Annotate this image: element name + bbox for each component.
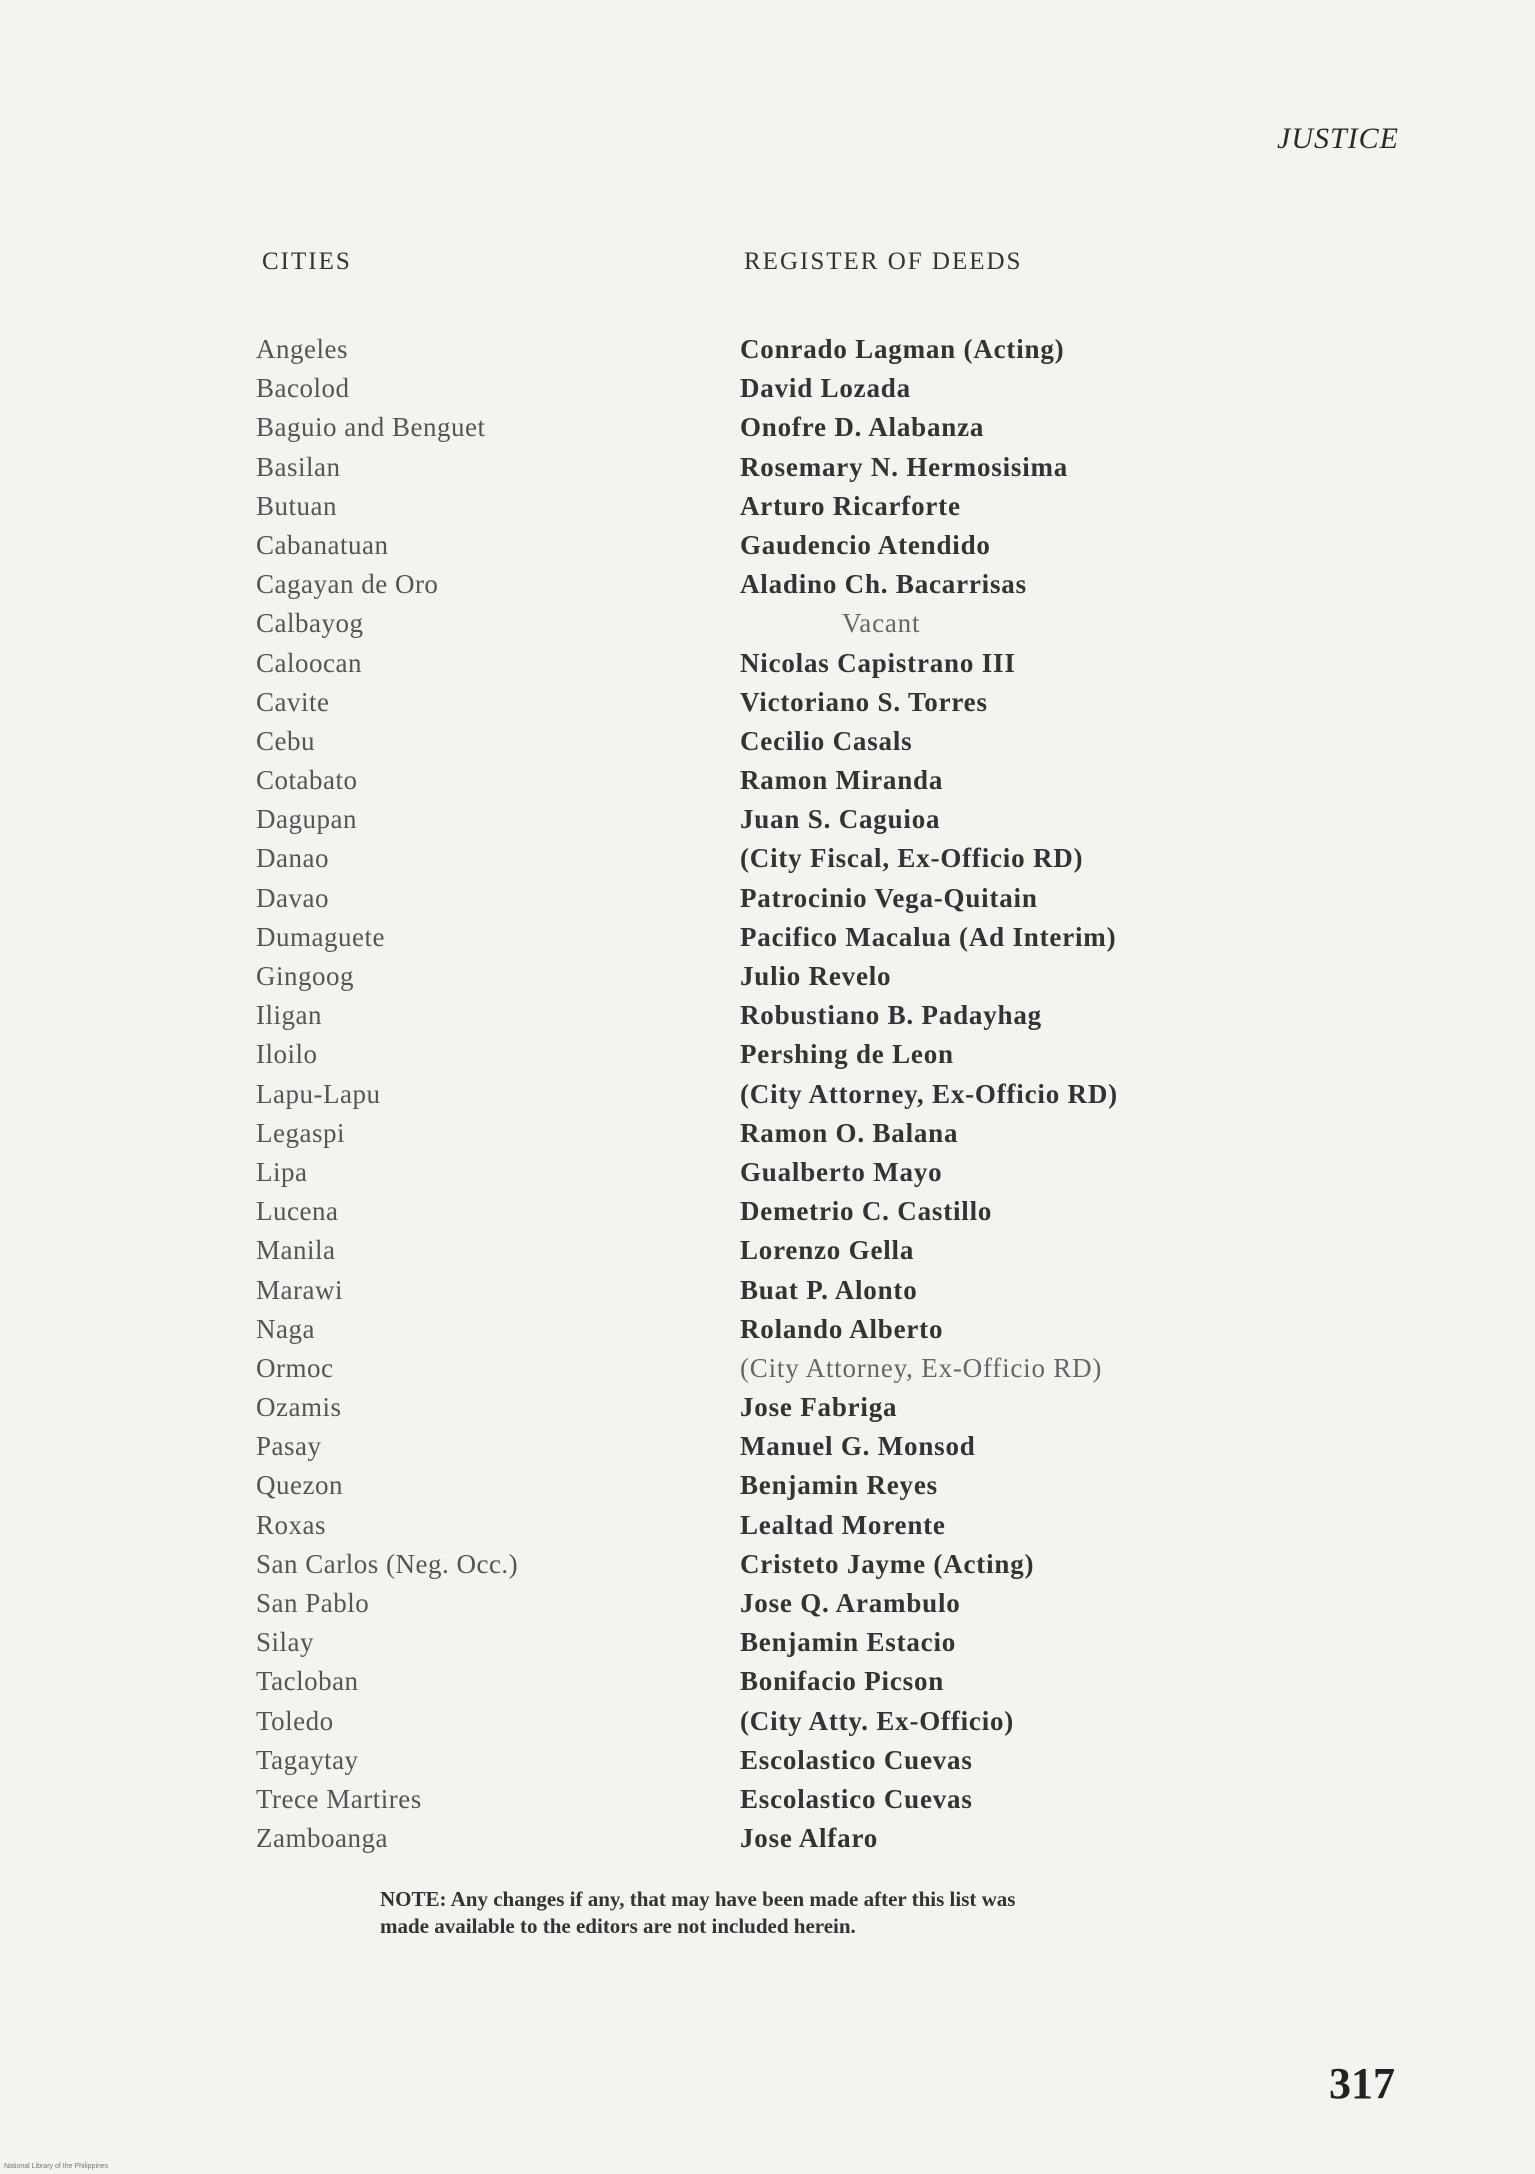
register-item: (City Fiscal, Ex-Officio RD)	[740, 843, 1084, 874]
city-item: Silay	[256, 1627, 315, 1658]
city-item: Ozamis	[256, 1392, 342, 1423]
city-item: Cavite	[256, 686, 330, 717]
city-item: Iloilo	[256, 1039, 318, 1070]
city-item: Baguio and Benguet	[256, 412, 486, 443]
city-item: San Carlos (Neg. Occ.)	[256, 1548, 519, 1579]
city-item: Basilan	[256, 451, 341, 482]
city-item: Quezon	[256, 1470, 343, 1501]
register-item: Pershing de Leon	[740, 1039, 954, 1070]
city-item: Dumaguete	[256, 921, 385, 952]
city-item: Cotabato	[256, 765, 358, 796]
city-item: Trece Martires	[256, 1783, 422, 1814]
register-item: (City Atty. Ex-Officio)	[740, 1705, 1015, 1736]
register-item: Rosemary N. Hermosisima	[740, 451, 1069, 482]
register-item: Benjamin Estacio	[740, 1627, 957, 1658]
city-item: Lipa	[256, 1156, 308, 1187]
register-item: Onofre D. Alabanza	[740, 412, 985, 443]
register-item: Jose Q. Arambulo	[740, 1588, 961, 1618]
register-item: Patrocinio Vega-Quitain	[740, 882, 1038, 913]
register-item: Escolastico Cuevas	[740, 1744, 973, 1775]
city-item: Naga	[256, 1313, 315, 1344]
section-header: JUSTICE	[1277, 122, 1399, 155]
city-item: Zamboanga	[256, 1823, 388, 1854]
city-item: Caloocan	[256, 647, 362, 678]
register-item: Julio Revelo	[740, 961, 892, 991]
register-item: Vacant	[842, 608, 921, 639]
register-item: Victoriano S. Torres	[740, 686, 988, 717]
city-item: Manila	[256, 1235, 336, 1266]
register-item: Cecilio Casals	[740, 725, 913, 756]
register-item: Demetrio C. Castillo	[740, 1196, 993, 1227]
city-item: Lapu-Lapu	[256, 1078, 381, 1109]
register-item: Jose Fabriga	[740, 1392, 898, 1423]
city-item: Tacloban	[256, 1666, 359, 1697]
cities-column-heading: CITIES	[262, 248, 352, 275]
register-list	[740, 330, 1118, 1858]
city-item: Legaspi	[256, 1117, 345, 1148]
register-item: Lealtad Morente	[740, 1509, 946, 1540]
register-item: Gualberto Mayo	[740, 1156, 943, 1187]
city-item: Danao	[256, 843, 329, 874]
register-item: Rolando Alberto	[740, 1313, 944, 1344]
page-number: 317	[1329, 2059, 1395, 2108]
city-item: Cabanatuan	[256, 529, 389, 560]
city-item: Davao	[256, 882, 329, 913]
city-item: Cagayan de Oro	[256, 569, 439, 600]
city-item: Pasay	[256, 1431, 322, 1462]
city-item: Tagaytay	[256, 1744, 359, 1775]
editor-note: NOTE: Any changes if any, that may have been made after this list was made available to the editors are not included herein.	[380, 1887, 1016, 1938]
city-item: Angeles	[256, 334, 348, 364]
city-item: Gingoog	[256, 961, 354, 991]
register-item: (City Attorney, Ex-Officio RD)	[740, 1352, 1103, 1383]
register-item: Escolastico Cuevas	[740, 1783, 973, 1814]
city-item: Ormoc	[256, 1352, 334, 1383]
register-item: Manuel G. Monsod	[740, 1431, 976, 1462]
register-item: Pacifico Macalua (Ad Interim)	[740, 921, 1117, 952]
city-item: Cebu	[256, 725, 315, 756]
register-column-heading: REGISTER OF DEEDS	[744, 248, 1023, 275]
city-item: Lucena	[256, 1196, 339, 1227]
register-item: Arturo Ricarforte	[740, 490, 961, 521]
city-item: Toledo	[256, 1705, 334, 1736]
register-item: Cristeto Jayme (Acting)	[740, 1548, 1035, 1579]
city-item: San Pablo	[256, 1588, 370, 1618]
register-item: (City Attorney, Ex-Officio RD)	[740, 1078, 1118, 1109]
register-item: Jose Alfaro	[740, 1823, 879, 1854]
register-item: Bonifacio Picson	[740, 1666, 945, 1697]
city-item: Iligan	[256, 1000, 322, 1031]
register-item: David Lozada	[740, 373, 911, 404]
city-item: Calbayog	[256, 608, 364, 639]
register-item: Ramon Miranda	[740, 765, 944, 796]
city-item: Marawi	[256, 1274, 343, 1305]
register-item: Aladino Ch. Bacarrisas	[740, 569, 1027, 600]
city-item: Roxas	[256, 1509, 326, 1540]
cities-list	[256, 330, 518, 1858]
register-item: Juan S. Caguioa	[740, 804, 941, 835]
register-item: Robustiano B. Padayhag	[740, 1000, 1042, 1031]
register-item: Buat P. Alonto	[740, 1274, 918, 1305]
register-item: Benjamin Reyes	[740, 1470, 938, 1501]
city-item: Bacolod	[256, 373, 350, 404]
register-item: Conrado Lagman (Acting)	[740, 334, 1065, 364]
footer-credit: National Library of the Philippines	[4, 2163, 109, 2170]
city-item: Dagupan	[256, 804, 357, 835]
register-item: Lorenzo Gella	[740, 1235, 915, 1266]
city-item: Butuan	[256, 490, 337, 521]
register-item: Ramon O. Balana	[740, 1117, 959, 1148]
register-item: Nicolas Capistrano III	[740, 647, 1016, 678]
register-item: Gaudencio Atendido	[740, 529, 991, 560]
